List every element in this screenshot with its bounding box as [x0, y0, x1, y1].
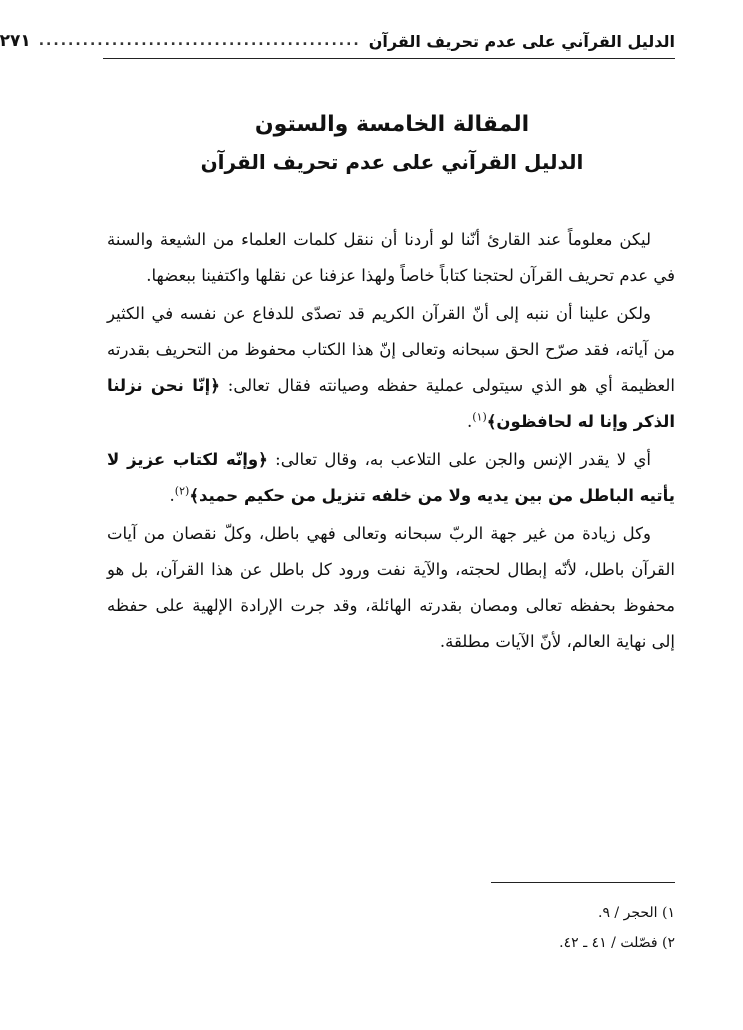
footnotes	[341, 898, 675, 958]
page-number: ٢٧١	[0, 31, 31, 51]
paragraph-2-text: ولكن علينا أن ننبه إلى أنّ القرآن الكريم قد تصدّى للدفاع عن نفسه في الكثير من آياته، فقد صرّح الحق سبحانه وتعالى إنّ هذا الكتاب محفوظ من التحريف بقدرته العظيمة أي هو الذي سيتولى عملية حفظه وصيانته فقال تعالى:	[107, 304, 675, 395]
footnote-ref-2: (٢)	[174, 484, 190, 498]
running-header-title: الدليل القرآني على عدم تحريف القرآن	[368, 31, 675, 51]
running-header-dot-leader: ............................................	[38, 33, 361, 49]
chapter-title: المقالة الخامسة والستون	[254, 112, 530, 137]
quran-quote-2: ﴿وإنّه لكتاب عزيز لا يأتيه الباطل من بين يديه ولا من خلفه تنزيل من حكيم حميد﴾	[107, 450, 675, 505]
body-text	[107, 222, 675, 662]
footnote-2: ٢) فصّلت / ٤١ ـ ٤٢.	[559, 935, 675, 951]
quran-quote-1: ﴿إنّا نحن نزلنا الذكر وإنا له لحافظون﴾	[107, 376, 675, 431]
chapter-subtitle: الدليل القرآني على عدم تحريف القرآن	[200, 150, 584, 174]
running-header	[0, 24, 675, 59]
paragraph-4: وكل زيادة من غير جهة الربّ سبحانه وتعالى فهي باطل، وكلّ نقصان من آيات القرآن باطل، لأنّه إبطال لحجته، والآية نفت ورود كل باطل عن هذا القرآن، بل هو محفوظ بحفظه تعالى ومصان بقدرته الهائلة، وقد جرت الإرادة الإلهية على حفظه إلى نهاية العالم، لأنّ الآيات مطلقة.	[107, 524, 675, 651]
footnote-1: ١) الحجر / ٩.	[598, 905, 675, 921]
paragraph-3-end: .	[169, 486, 175, 505]
footnote-divider	[491, 882, 675, 883]
footnote-ref-1: (١)	[472, 410, 487, 424]
paragraph-3-text: أي لا يقدر الإنس والجن على التلاعب به، وقال تعالى:	[275, 450, 651, 469]
paragraph-2	[107, 296, 675, 440]
paragraph-1: ليكن معلوماً عند القارئ أنّنا لو أردنا أن ننقل كلمات العلماء من الشيعة والسنة في عدم تحريف القرآن لحتجنا كتاباً خاصاً ولهذا عزفنا عن نقلها واكتفينا ببعضها.	[107, 230, 675, 285]
paragraph-3	[107, 442, 675, 514]
paragraph-2-end: .	[466, 412, 473, 431]
